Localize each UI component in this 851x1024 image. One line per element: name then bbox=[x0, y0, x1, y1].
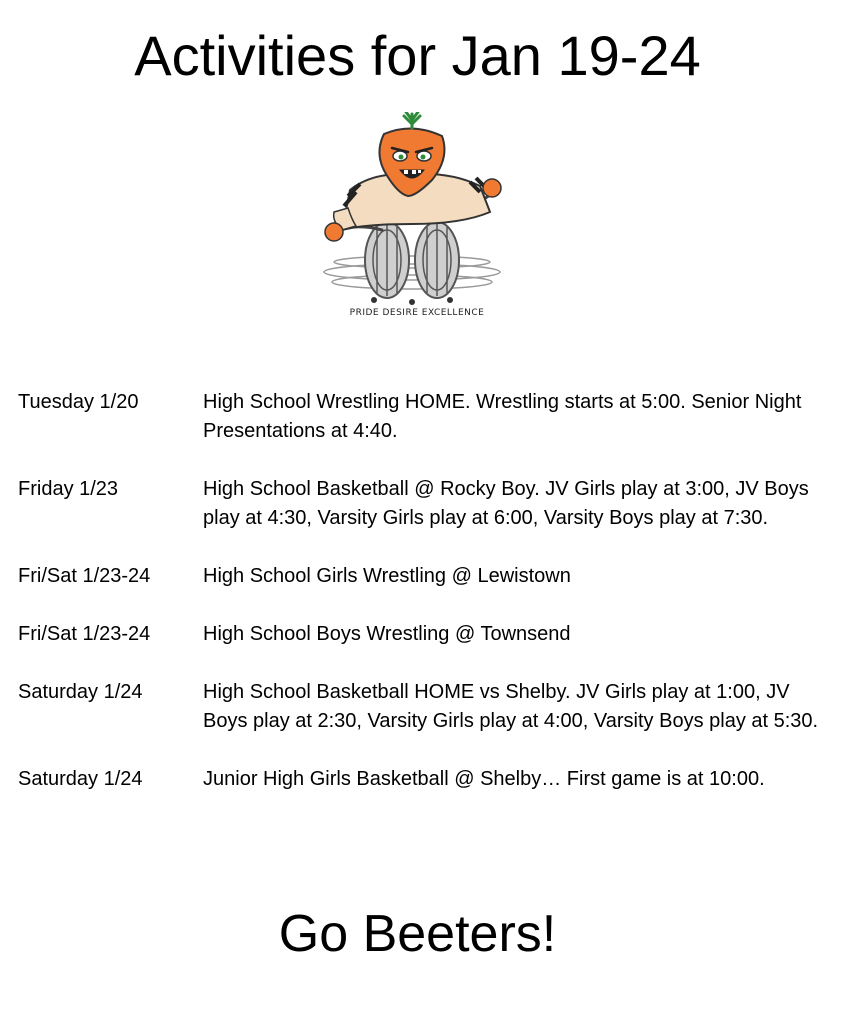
event-description: High School Girls Wrestling @ Lewistown bbox=[203, 565, 571, 587]
event-date: Friday 1/23 bbox=[18, 478, 119, 500]
schedule-row bbox=[18, 620, 828, 649]
event-date: Saturday 1/24 bbox=[18, 768, 143, 790]
event-description: High School Basketball @ Rocky Boy. JV Girls play at 3:00, JV Boys play at 4:30, Varsity Girls play at 6:00, Varsity Boys play at 7:30. bbox=[203, 478, 809, 529]
footer-slogan: Go Beeters! bbox=[278, 905, 557, 963]
schedule-row bbox=[18, 475, 828, 533]
beet-mascot-on-bike-icon bbox=[312, 112, 512, 326]
event-date: Saturday 1/24 bbox=[18, 681, 143, 703]
event-date: Tuesday 1/20 bbox=[18, 391, 139, 413]
schedule-row bbox=[18, 765, 828, 794]
logo-motto: PRIDE DESIRE EXCELLENCE bbox=[349, 308, 485, 318]
event-description: High School Wrestling HOME. Wrestling starts at 5:00. Senior Night Presentations at 4:40. bbox=[203, 391, 802, 442]
schedule-row bbox=[18, 678, 828, 736]
schedule-row bbox=[18, 562, 828, 591]
event-date: Fri/Sat 1/23-24 bbox=[18, 623, 151, 645]
page-title: Activities for Jan 19-24 bbox=[134, 24, 701, 87]
event-description: High School Basketball HOME vs Shelby. JV Girls play at 1:00, JV Boys play at 2:30, Varsity Girls play at 4:00, Varsity Boys play at 5:30. bbox=[203, 681, 819, 732]
activity-schedule bbox=[18, 388, 828, 823]
event-date: Fri/Sat 1/23-24 bbox=[18, 565, 151, 587]
event-description: High School Boys Wrestling @ Townsend bbox=[203, 623, 571, 645]
event-description: Junior High Girls Basketball @ Shelby… First game is at 10:00. bbox=[203, 768, 765, 790]
schedule-row bbox=[18, 388, 828, 446]
